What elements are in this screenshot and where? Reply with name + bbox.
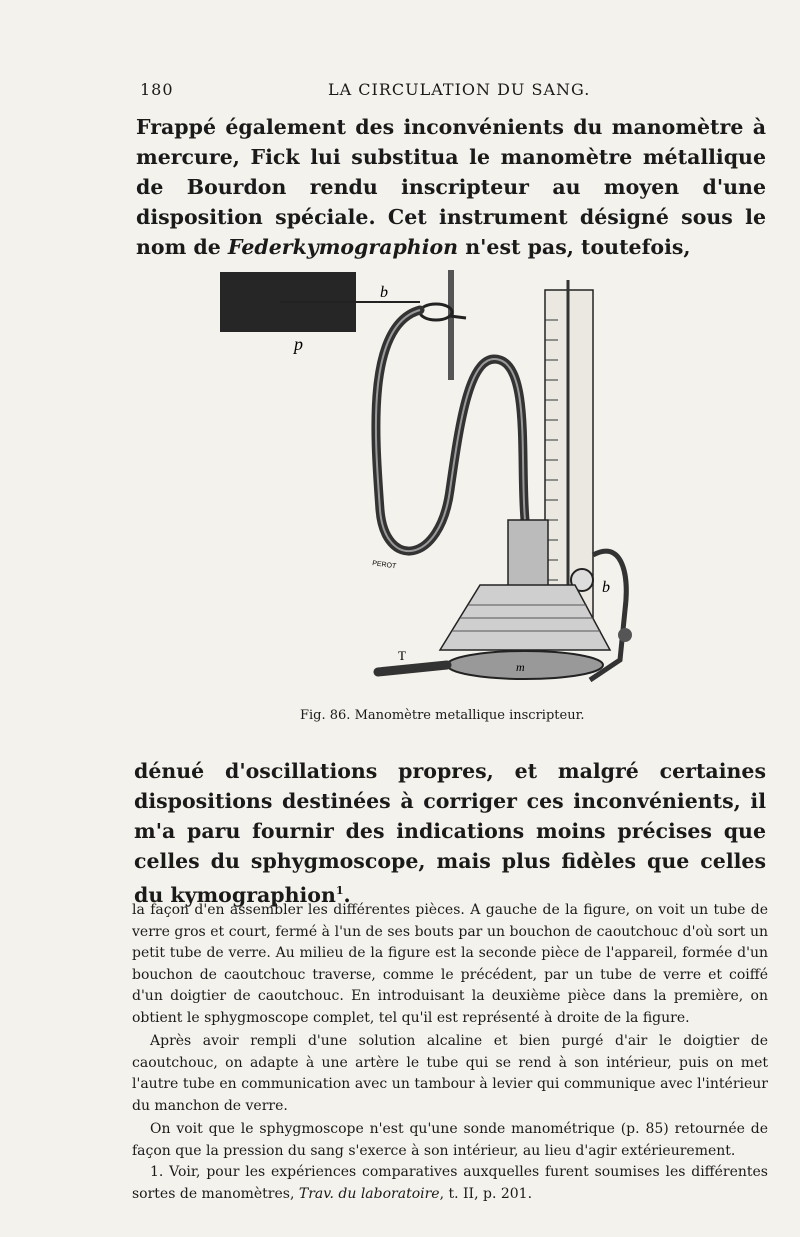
clamp-screw <box>450 316 466 318</box>
figure-caption: Fig. 86. Manomètre metallique inscripteur. <box>300 708 585 723</box>
pedestal-column <box>508 520 548 590</box>
footnote-italic: Trav. du laboratoire <box>298 1185 440 1202</box>
label-t: T <box>398 648 406 663</box>
small-paragraph-2: Après avoir rempli d'une solution alcaline et bien purgé d'air le doigtier de caoutchouc, on adapte à une artère le tube qui se rend à son intérieur, puis on met l'autre tube en communication avec un tambour à levier qui communique avec l'intérieur du manchon de verre. <box>132 1033 768 1114</box>
clamp <box>420 304 452 320</box>
small-text-block <box>132 900 768 1205</box>
continuation-paragraph <box>134 756 766 910</box>
label-b-top: b <box>380 284 388 301</box>
footnote-end: , t. II, p. 201. <box>439 1185 533 1202</box>
upright-rod <box>448 270 454 380</box>
running-title: LA CIRCULATION DU SANG. <box>328 80 591 99</box>
small-paragraph-3: On voit que le sphygmoscope n'est qu'une sonde manométrique (p. 85) retournée de façon que la pression du sang s'exerce à son intérieur, au lieu d'agir extérieurement. <box>132 1121 768 1159</box>
inlet-tube <box>378 665 447 672</box>
lead-italic-term: Federkymographion <box>227 235 459 259</box>
label-p: p <box>294 334 303 354</box>
page-number: 180 <box>140 80 174 99</box>
continuation-text: dénué d'oscillations propres, et malgré certaines dispositions destinées à corriger ces inconvénients, il m'a paru fournir des indications moins précises que celles du sphygmoscope, mais plus fidèles que celles du kymographion <box>134 759 766 907</box>
lead-text-1: Frappé également des inconvénients du manomètre à mercure, Fick lui substitua le manomètre métallique de Bourdon rendu inscripteur au moyen d'une disposition spéciale. Cet instrument désigné sous le nom de <box>136 115 766 259</box>
manometer-figure <box>150 240 670 710</box>
label-maker: PEROT <box>371 560 397 571</box>
label-b-right: b <box>602 579 610 596</box>
label-m: m <box>516 660 525 674</box>
lead-text-2: n'est pas, toutefois, <box>458 235 691 259</box>
continuation-end: . <box>343 882 351 907</box>
valve <box>618 628 632 642</box>
small-paragraph-1: la façon d'en assembler les différentes pièces. A gauche de la figure, on voit un tube de verre gros et court, fermé à l'un de ses bouts par un bouchon de caoutchouc d'où sort un petit tube de verre. Au milieu de la figure est la seconde pièce de l'appareil, formée d'un bouchon de caoutchouc traverse, comme le précédent, par un tube de verre et coiffé d'un doigtier de caoutchouc. En introduisant la deuxième pièce dans la première, on obtient le sphygmoscope complet, tel qu'il est représenté à droite de la figure. <box>132 902 768 1026</box>
footnote <box>132 1162 768 1205</box>
running-header <box>140 80 780 104</box>
reservoir <box>447 651 603 679</box>
footnote-ref: 1 <box>335 884 344 897</box>
footnote-text: 1. Voir, pour les expériences comparatives auxquelles furent soumises les différentes sortes de manomètres, <box>132 1164 768 1202</box>
